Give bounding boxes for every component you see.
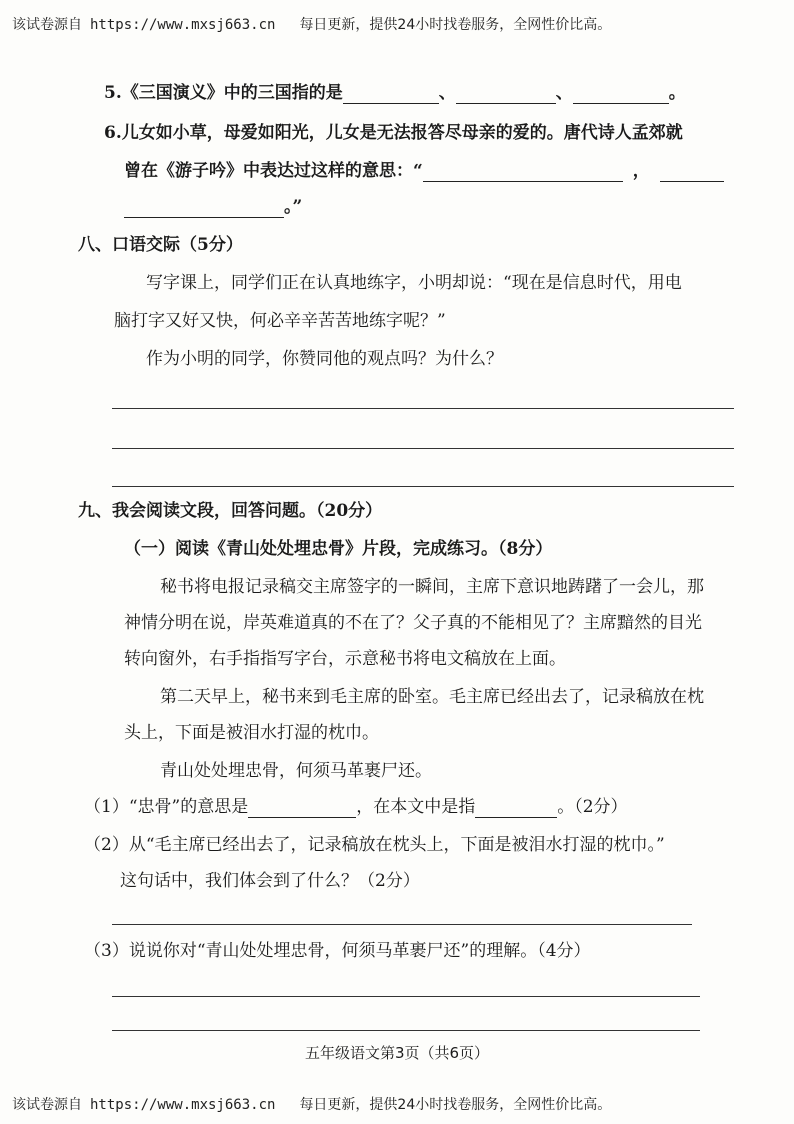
- answer-line-9-3-2[interactable]: [112, 1030, 700, 1031]
- q6-blank-3[interactable]: [124, 199, 284, 218]
- section-8-para-2: 脑打字又好又快，何必辛辛苦苦地练字呢？”: [114, 311, 446, 331]
- q6-blank-2[interactable]: [660, 163, 724, 182]
- passage-line-6: 青山处处埋忠骨，何须马革裹尸还。: [160, 761, 432, 781]
- question-9-1: [84, 796, 628, 818]
- source-watermark-top: [12, 14, 611, 34]
- q5-sep-2: 、: [555, 83, 573, 103]
- q5-sep-1: 、: [438, 83, 456, 103]
- question-6-line3: [124, 196, 302, 218]
- q6-close: 。”: [284, 197, 303, 217]
- q6-text: 曾在《游子吟》中表达过这样的意思：“: [124, 161, 423, 181]
- answer-line-8-3[interactable]: [112, 486, 734, 487]
- section-8-question: 作为小明的同学，你赞同他的观点吗？为什么？: [146, 349, 503, 369]
- question-5: [104, 82, 686, 104]
- answer-line-9-2[interactable]: [112, 924, 692, 925]
- q6-comma: ，: [632, 161, 650, 181]
- q5-blank-1[interactable]: [343, 85, 439, 104]
- watermark-prefix: 该试卷源自: [12, 17, 82, 33]
- passage-line-2: 神情分明在说，岸英难道真的不在了？父子真的不能相见了？主席黯然的目光: [124, 613, 702, 633]
- q5-text: 5.《三国演义》中的三国指的是: [104, 83, 343, 103]
- passage-line-3: 转向窗外，右手指指写字台，示意秘书将电文稿放在上面。: [124, 649, 566, 669]
- watermark-suffix: 每日更新，提供24小时找卷服务，全网性价比高。: [299, 1097, 612, 1113]
- q6-blank-1[interactable]: [423, 163, 623, 182]
- question-9-3: （3）说说你对“青山处处埋忠骨，何须马革裹尸还”的理解。（4分）: [84, 941, 591, 961]
- watermark-prefix: 该试卷源自: [12, 1097, 82, 1113]
- question-6-line1: 6.儿女如小草，母爱如阳光，儿女是无法报答尽母亲的爱的。唐代诗人孟郊就: [104, 123, 683, 143]
- q9-1-text-c: 。（2分）: [557, 797, 628, 817]
- watermark-link[interactable]: https://www.mxsj663.cn: [90, 1097, 276, 1113]
- page-footer: 五年级语文第3页（共6页）: [304, 1044, 490, 1062]
- question-9-2-line2: 这句话中，我们体会到了什么？（2分）: [120, 871, 420, 891]
- source-watermark-bottom: [12, 1094, 611, 1114]
- section-9-sub-1: （一）阅读《青山处处埋忠骨》片段，完成练习。（8分）: [124, 539, 553, 559]
- q9-1-blank-1[interactable]: [248, 799, 356, 818]
- watermark-suffix: 每日更新，提供24小时找卷服务，全网性价比高。: [299, 17, 612, 33]
- question-9-2-line1: （2）从“毛主席已经出去了，记录稿放在枕头上，下面是被泪水打湿的枕巾。”: [84, 835, 665, 855]
- q5-end: 。: [668, 83, 686, 103]
- answer-line-8-1[interactable]: [112, 408, 734, 409]
- passage-line-4: 第二天早上，秘书来到毛主席的卧室。毛主席已经出去了，记录稿放在枕: [160, 687, 704, 707]
- q9-1-blank-2[interactable]: [475, 799, 557, 818]
- section-9-title: 九、我会阅读文段，回答问题。（20分）: [78, 501, 383, 521]
- passage-line-5: 头上，下面是被泪水打湿的枕巾。: [124, 723, 379, 743]
- passage-line-1: 秘书将电报记录稿交主席签字的一瞬间，主席下意识地踌躇了一会儿，那: [160, 577, 704, 597]
- q9-1-text-b: ，在本文中是指: [356, 797, 476, 817]
- section-8-title: 八、口语交际（5分）: [78, 235, 243, 255]
- answer-line-8-2[interactable]: [112, 448, 734, 449]
- watermark-link[interactable]: https://www.mxsj663.cn: [90, 17, 276, 33]
- q5-blank-2[interactable]: [456, 85, 556, 104]
- q9-1-text-a: （1）“忠骨”的意思是: [84, 797, 249, 817]
- section-8-para-1: 写字课上，同学们正在认真地练字，小明却说：“现在是信息时代，用电: [146, 273, 682, 293]
- answer-line-9-3-1[interactable]: [112, 996, 700, 997]
- q5-blank-3[interactable]: [573, 85, 669, 104]
- question-6-line2: [124, 160, 724, 182]
